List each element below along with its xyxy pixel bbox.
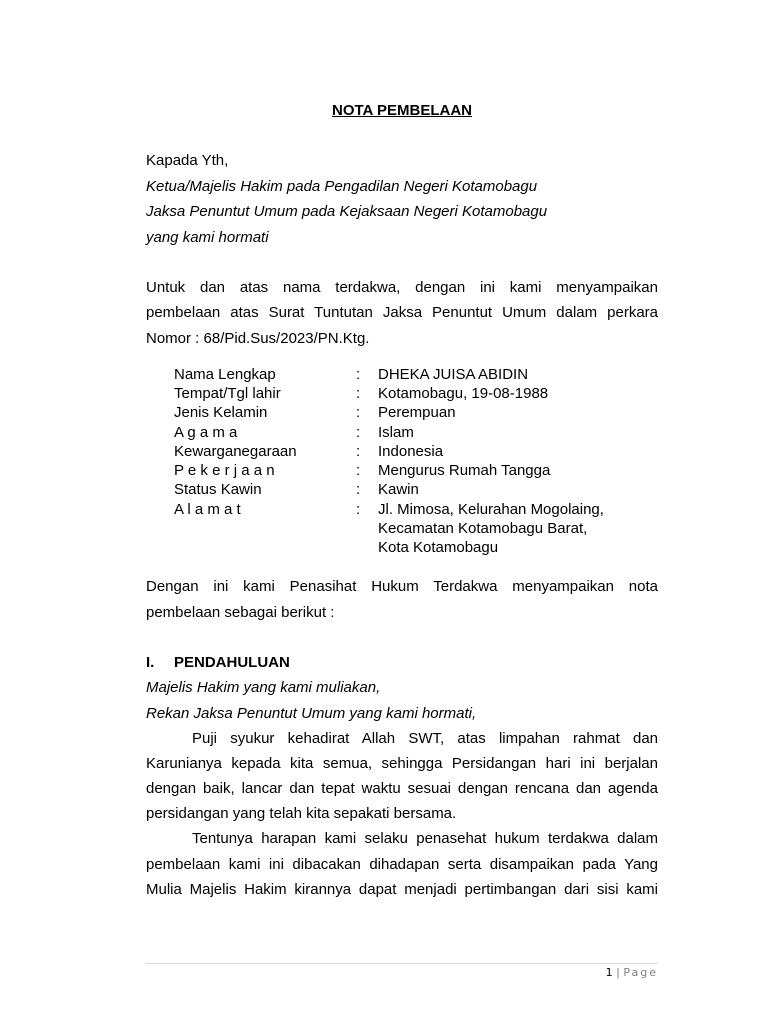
identity-label: Tempat/Tgl lahir xyxy=(174,385,281,402)
greeting-judges: Majelis Hakim yang kami muliakan, xyxy=(146,679,381,696)
identity-value: Kawin xyxy=(378,481,419,498)
identity-address-continuation: Kota Kotamobagu xyxy=(378,539,499,556)
identity-label: Status Kawin xyxy=(174,481,262,498)
greeting-prosecutor: Rekan Jaksa Penuntut Umum yang kami hormati, xyxy=(146,705,477,722)
identity-separator: : xyxy=(356,501,361,518)
identity-value: Kotamobagu, 19-08-1988 xyxy=(378,385,549,402)
identity-label: P e k e r j a a n xyxy=(174,462,275,479)
identity-value: Jl. Mimosa, Kelurahan Mogolaing, xyxy=(378,501,604,518)
salutation-line: Kapada Yth, xyxy=(146,152,229,169)
statement-paragraph-line: Dengan ini kami Penasihat Hukum Terdakwa menyampaikan nota xyxy=(146,578,658,595)
page-label: Page xyxy=(623,966,658,979)
identity-value: Islam xyxy=(378,424,414,441)
identity-separator: : xyxy=(356,385,361,402)
paragraph-line: pembelaan kami ini dibacakan dihadapan serta disampaikan pada Yang xyxy=(146,856,658,873)
page-number: 1 xyxy=(605,966,613,979)
salutation-addressee-judge: Ketua/Majelis Hakim pada Pengadilan Negeri Kotamobagu xyxy=(146,178,538,195)
identity-label: Jenis Kelamin xyxy=(174,404,268,421)
document-title: NOTA PEMBELAAN xyxy=(332,102,472,119)
paragraph-line: Tentunya harapan kami selaku penasehat hukum terdakwa dalam xyxy=(192,830,658,847)
identity-address-continuation: Kecamatan Kotamobagu Barat, xyxy=(378,520,588,537)
identity-separator: : xyxy=(356,462,361,479)
identity-separator: : xyxy=(356,481,361,498)
identity-value: Perempuan xyxy=(378,404,456,421)
section-heading: PENDAHULUAN xyxy=(174,654,290,671)
paragraph-line: Puji syukur kehadirat Allah SWT, atas limpahan rahmat dan xyxy=(192,730,658,747)
salutation-closing: yang kami hormati xyxy=(146,229,269,246)
identity-label: Kewarganegaraan xyxy=(174,443,297,460)
identity-value: Mengurus Rumah Tangga xyxy=(378,462,551,479)
identity-value: DHEKA JUISA ABIDIN xyxy=(378,366,529,383)
intro-paragraph-line: Untuk dan atas nama terdakwa, dengan ini kami menyampaikan xyxy=(146,279,658,296)
intro-paragraph-line: Nomor : 68/Pid.Sus/2023/PN.Ktg. xyxy=(146,330,370,347)
statement-paragraph-line: pembelaan sebagai berikut : xyxy=(146,604,335,621)
identity-separator: : xyxy=(356,424,361,441)
paragraph-line: dengan baik, lancar dan tepat waktu sesuai dengan rencana dan agenda xyxy=(146,780,658,797)
intro-paragraph-line: pembelaan atas Surat Tuntutan Jaksa Penuntut Umum dalam perkara xyxy=(146,304,658,321)
identity-value: Indonesia xyxy=(378,443,444,460)
salutation-addressee-prosecutor: Jaksa Penuntut Umum pada Kejaksaan Negeri Kotamobagu xyxy=(146,203,548,220)
section-number: I. xyxy=(146,654,155,671)
identity-separator: : xyxy=(356,404,361,421)
identity-separator: : xyxy=(356,443,361,460)
identity-label: A l a m a t xyxy=(174,501,241,518)
identity-separator: : xyxy=(356,366,361,383)
identity-label: Nama Lengkap xyxy=(174,366,276,383)
paragraph-line: persidangan yang telah kita sepakati bersama. xyxy=(146,805,457,822)
paragraph-line: Karunianya kepada kita semua, sehingga Persidangan hari ini berjalan xyxy=(146,755,658,772)
footer-separator: | xyxy=(616,966,620,979)
paragraph-line: Mulia Majelis Hakim kirannya dapat menjadi pertimbangan dari sisi kami xyxy=(146,881,658,898)
identity-label: A g a m a xyxy=(174,424,238,441)
page-footer xyxy=(606,966,658,979)
footer-divider xyxy=(146,963,658,964)
